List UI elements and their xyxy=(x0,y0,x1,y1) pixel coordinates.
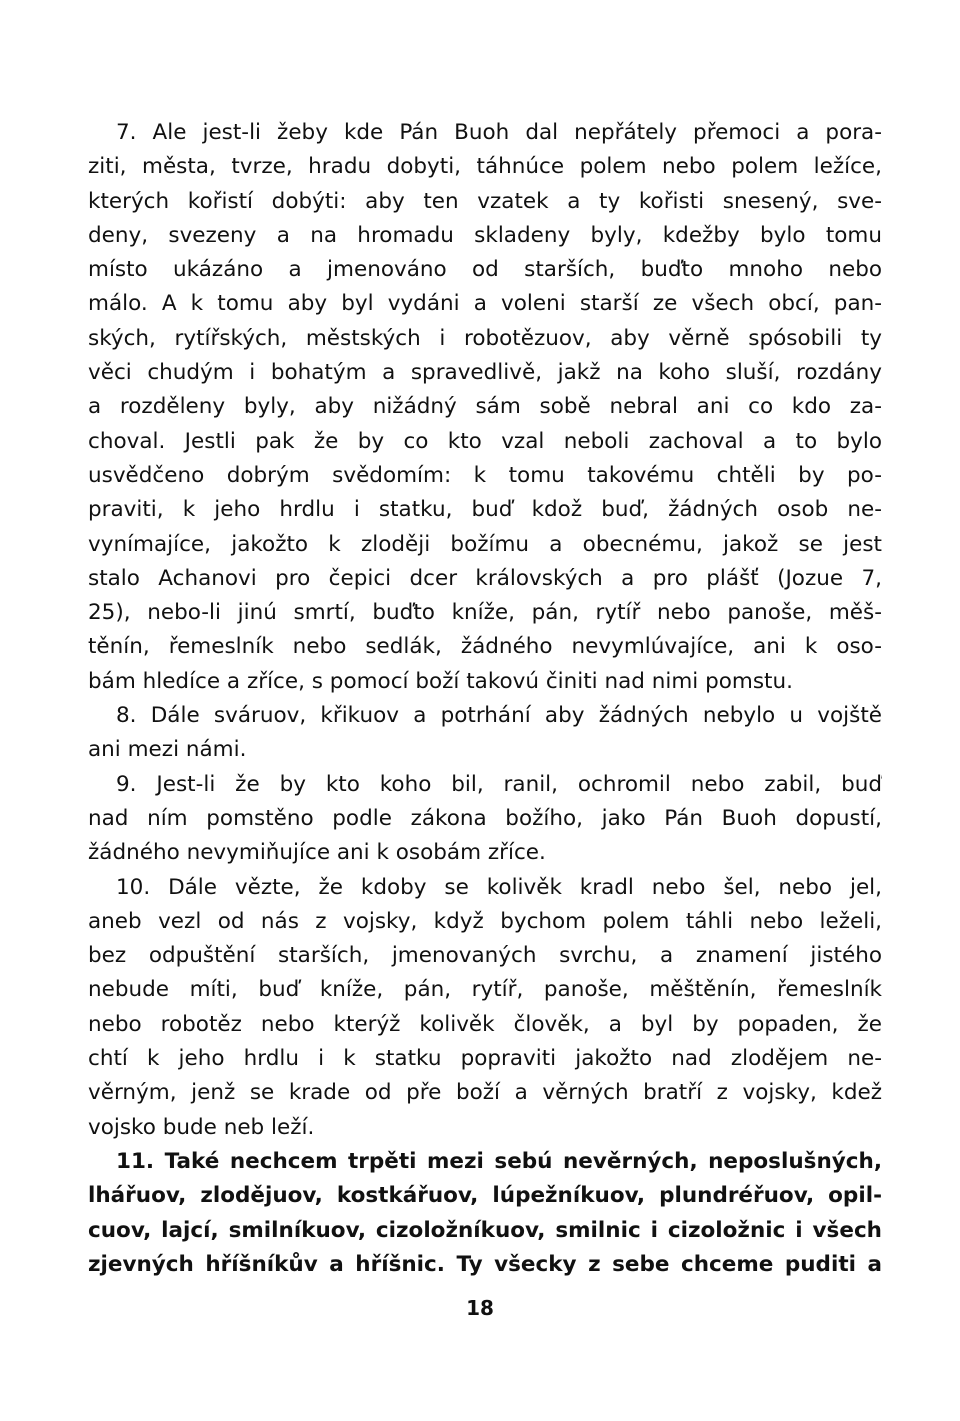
text-line: 10. Dále vězte, že kdoby se kolivěk kradl nebo šel, nebo jel, xyxy=(116,874,882,900)
text-line: 7. Ale jest-li žeby kde Pán Buoh dal nepřátely přemoci a pora- xyxy=(116,120,882,145)
text-line: ských, rytířských, městských i robotězuov, aby věrně spósobili ty xyxy=(88,325,882,351)
text-line: choval. Jestli pak že by co kto vzal neboli zachoval a to bylo xyxy=(88,428,882,454)
text-line: ani mezi námi. xyxy=(88,737,247,763)
text-line: věrným, jenž se krade od pře boží a věrných bratří z vojsky, kdež xyxy=(88,1080,882,1106)
text-line: nad ním pomstěno podle zákona božího, jako Pán Buoh dopustí, xyxy=(88,805,882,831)
text-line: místo ukázáno a jmenováno od starších, buďto mnoho nebo xyxy=(88,257,882,283)
text-line: lhářuov, zlodějuov, kostkářuov, lúpežníkuov, plundréřuov, opil- xyxy=(88,1183,882,1209)
page-text xyxy=(88,116,882,1282)
text-line: 11. Také nechcem trpěti mezi sebú nevěrných, neposlušných, xyxy=(116,1148,882,1174)
text-line: málo. A k tomu aby byl vydáni a voleni starší ze všech obcí, pan- xyxy=(88,291,882,317)
text-line: vojsko bude neb leží. xyxy=(88,1114,315,1140)
text-line: vynímajíce, jakožto k zloději božímu a obecnému, jakož se jest xyxy=(88,531,882,557)
text-line: deny, svezeny a na hromadu skladeny byly, kdežby bylo tomu xyxy=(88,222,882,248)
text-line: usvědčeno dobrým svědomím: k tomu takovému chtěli by po- xyxy=(88,462,882,488)
text-line: věci chudým i bohatým a spravedlivě, jakž na koho sluší, rozdány xyxy=(88,360,882,386)
text-line: žádného nevymiňujíce ani k osobám zříce. xyxy=(88,840,546,866)
text-line: kterých kořistí dobýti: aby ten vzatek a ty kořisti snesený, sve- xyxy=(88,188,882,214)
text-line: praviti, k jeho hrdlu i statku, buď kdož buď, žádných osob ne- xyxy=(88,497,882,523)
text-line: chtí k jeho hrdlu i k statku popraviti jakožto nad zlodějem ne- xyxy=(88,1046,882,1072)
text-line: ziti, města, tvrze, hradu dobyti, táhnúce polem nebo polem ležíce, xyxy=(88,154,882,180)
page-number: 18 xyxy=(466,1296,494,1320)
text-line: těnín, řemeslník nebo sedlák, žádného nevymlúvajíce, ani k oso- xyxy=(88,634,882,660)
text-line: nebude míti, buď kníže, pán, rytíř, panoše, měštěnín, řemeslník xyxy=(88,977,882,1003)
text-line: cuov, lajcí, smilníkuov, cizoložníkuov, smilnic i cizoložnic i všech xyxy=(88,1217,882,1243)
text-line: bám hledíce a zříce, s pomocí boží takovú činiti nad nimi pomstu. xyxy=(88,668,793,694)
text-line: 8. Dále sváruov, křikuov a potrhání aby žádných nebylo u vojště xyxy=(116,703,882,729)
text-line: a rozděleny byly, aby nižádný sám sobě nebral ani co kdo za- xyxy=(88,394,882,420)
text-line: 9. Jest-li že by kto koho bil, ranil, ochromil nebo zabil, buď xyxy=(116,771,882,797)
text-line: stalo Achanovi pro čepici dcer královských a pro plášť (Jozue 7, xyxy=(88,565,882,591)
text-line: 25), nebo-li jinú smrtí, buďto kníže, pán, rytíř nebo panoše, měš- xyxy=(88,600,882,626)
text-line: zjevných hříšníkův a hříšnic. Ty všecky z sebe chceme puditi a xyxy=(88,1251,882,1277)
text-line: nebo robotěz nebo kterýž kolivěk člověk, a byl by popaden, že xyxy=(88,1011,882,1037)
text-line: bez odpuštění starších, jmenovaných svrchu, a znamení jistého xyxy=(88,943,882,969)
text-line: aneb vezl od nás z vojsky, když bychom polem táhli nebo leželi, xyxy=(88,908,882,934)
